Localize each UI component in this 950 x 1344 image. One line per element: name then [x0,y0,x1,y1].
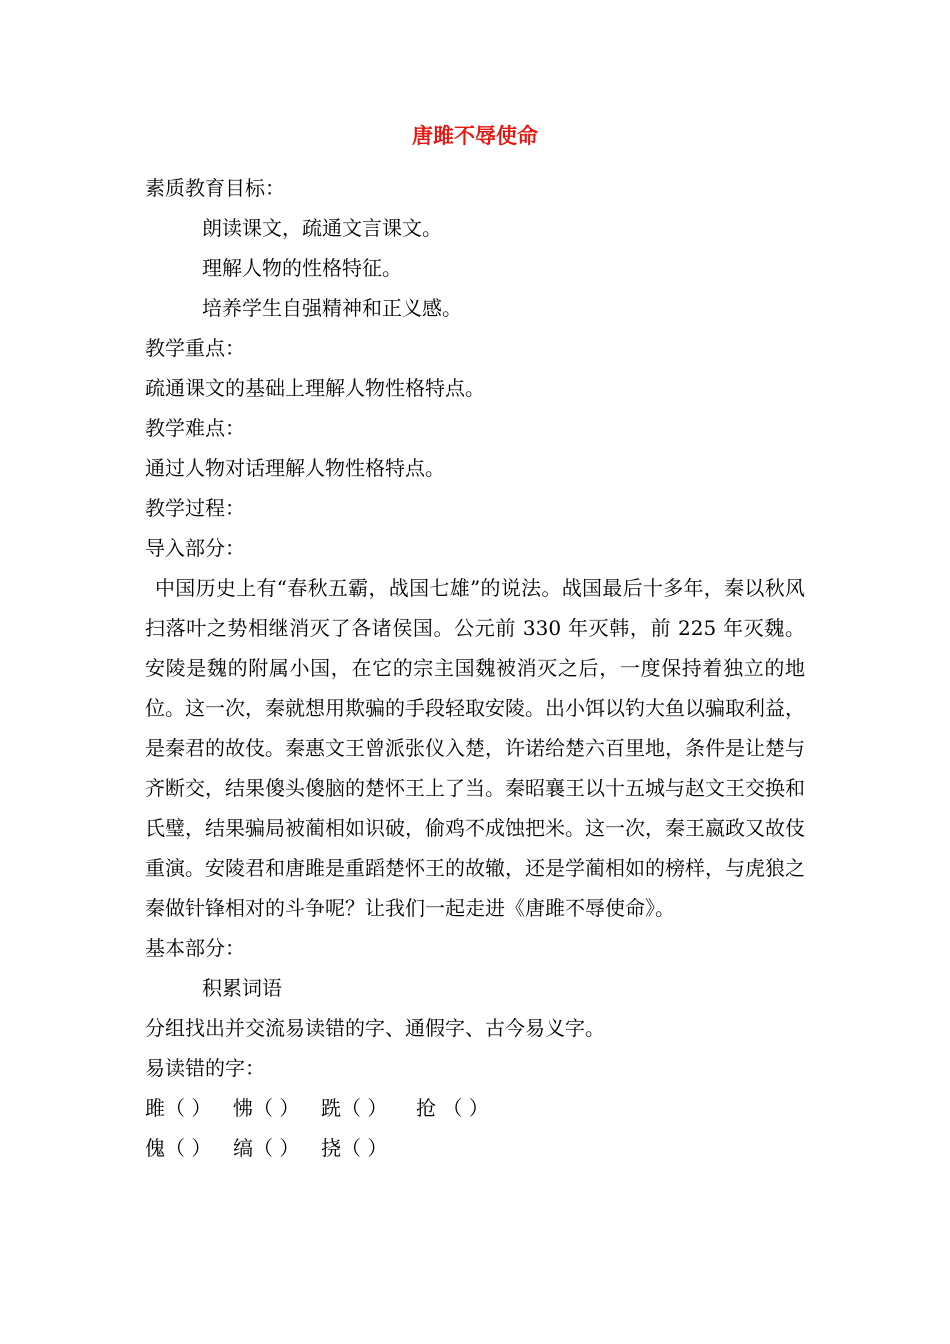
misread-char: 缟（ ） [233,1136,300,1160]
intro-heading: 导入部分： [145,536,245,560]
document-body [145,168,805,1168]
misread-char: 傀（ ） [145,1136,212,1160]
vocab-heading: 积累词语 [202,976,282,1000]
misread-char: 雎（ ） [145,1096,212,1120]
misread-row [145,1128,805,1168]
document-title: 唐雎不辱使命 [412,123,538,148]
objectives-heading: 素质教育目标： [145,176,285,200]
misread-char: 跣（ ） [321,1096,388,1120]
basic-heading: 基本部分： [145,936,245,960]
misread-char: 挠（ ） [321,1136,388,1160]
process-heading: 教学过程： [145,496,245,520]
difficulties-heading: 教学难点： [145,416,245,440]
intro-paragraph: 中国历史上有“春秋五霸，战国七雄”的说法。战国最后十多年，秦以秋风扫落叶之势相继消灭了各诸侯国。公元前 330 年灭韩，前 225 年灭魏。安陵是魏的附属小国，在它的宗主国魏被消灭之后，一度保持着独立的地位。这一次，秦就想用欺骗的手段轻取安陵。出小饵以钓大鱼以骗取利益，是秦君的故伎。秦惠文王曾派张仪入楚，许诺给楚六百里地，条件是让楚与齐断交，结果傻头傻脑的楚怀王上了当。秦昭襄王以十五城与赵文王交换和氏璧，结果骗局被蔺相如识破，偷鸡不成蚀把米。这一次，秦王嬴政又故伎重演。安陵君和唐雎是重蹈楚怀王的故辙，还是学蔺相如的榜样，与虎狼之秦做针锋相对的斗争呢？让我们一起走进《唐雎不辱使命》。 [145,576,805,920]
misread-heading: 易读错的字： [145,1056,265,1080]
key-points-heading: 教学重点： [145,336,245,360]
objective-item: 理解人物的性格特征。 [202,256,402,280]
objective-item: 培养学生自强精神和正义感。 [202,296,462,320]
objective-item: 朗读课文，疏通文言课文。 [202,216,442,240]
group-task-text: 分组找出并交流易读错的字、通假字、古今易义字。 [145,1016,605,1040]
misread-row [145,1088,805,1128]
misread-char: 怫（ ） [233,1096,300,1120]
key-points-text: 疏通课文的基础上理解人物性格特点。 [145,376,485,400]
difficulties-text: 通过人物对话理解人物性格特点。 [145,456,445,480]
misread-char: 抢 （ ） [416,1096,489,1120]
